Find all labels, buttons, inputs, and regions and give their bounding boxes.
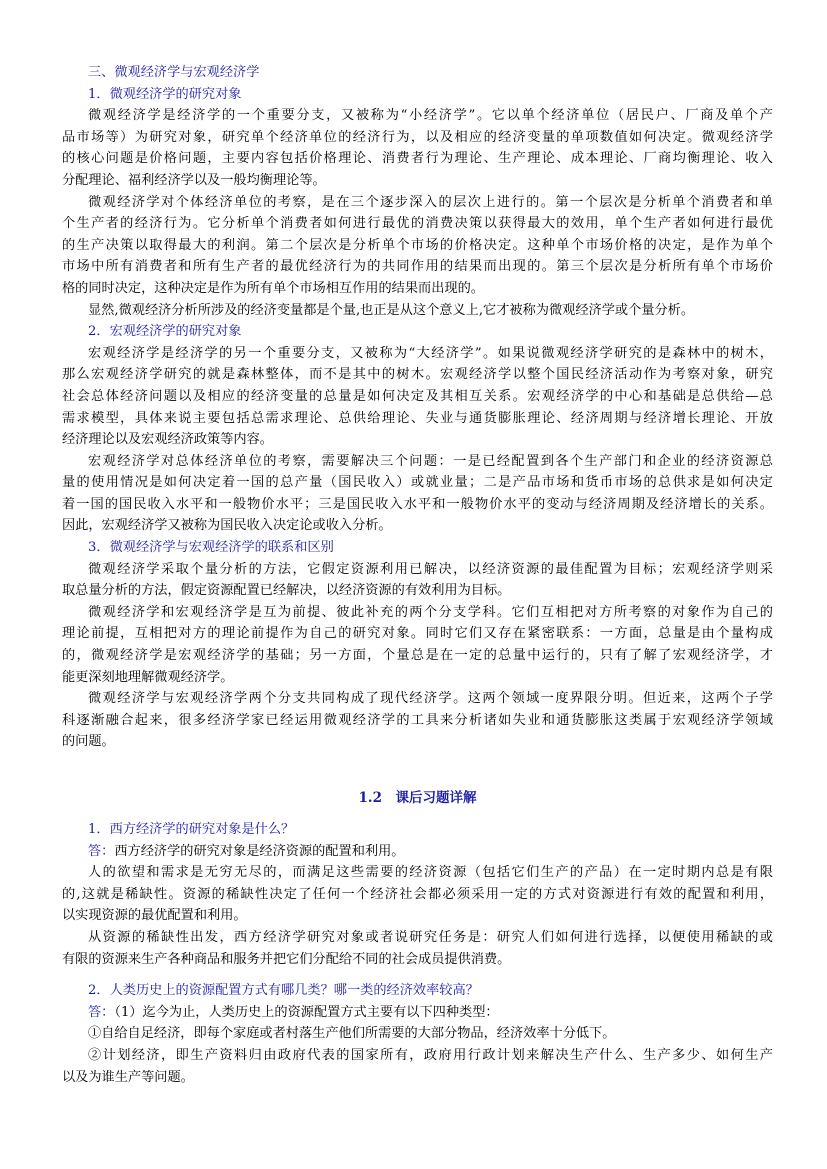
subheading-micro-object: 1．微观经济学的研究对象 bbox=[88, 86, 242, 102]
subheading-macro-object: 2．宏观经济学的研究对象 bbox=[88, 324, 242, 340]
text-line: 需求模型，具体来说主要包括总需求理论、总供给理论、失业与通货膨胀理论、经济周期与经济增长理论、开放 bbox=[62, 410, 773, 426]
text-line: 的核心问题是价格问题，主要内容包括价格理论、消费者行为理论、生产理论、成本理论、厂商均衡理论、收入 bbox=[62, 151, 773, 167]
text-line: 社会总体经济问题以及相应的经济变量的总量是如何决定及其相互关系。宏观经济学的中心和基础是总供给—总 bbox=[62, 388, 773, 404]
text-line: 的,这就是稀缺性。资源的稀缺性决定了任何一个经济社会都必须采用一定的方式对资源进行有效的配置和利用， bbox=[62, 886, 773, 902]
text-line: 科逐渐融合起来，很多经济学家已经运用微观经济学的工具来分析诸如失业和通货膨胀这类属于宏观经济学领域 bbox=[62, 712, 773, 728]
list-item: ①自给自足经济，即每个家庭或者村落生产他们所需要的大部分物品，经济效率十分低下。 bbox=[88, 1026, 616, 1042]
text-line: 那么宏观经济学研究的就是森林整体，而不是其中的树木。宏观经济学以整个国民经济活动作为考察对象，研究 bbox=[62, 367, 773, 383]
answer-2-list bbox=[62, 1023, 773, 1088]
text-line: 的问题。 bbox=[62, 734, 115, 750]
answer-label: 答： bbox=[88, 843, 115, 859]
text-line: 的，微观经济学是宏观经济学的基础；另一方面，个量总是在一定的总量中运行的，只有了解了宏观经济学，才 bbox=[62, 648, 773, 664]
paragraph-macro-questions bbox=[62, 451, 773, 537]
list-item: ②计划经济，即生产资料归由政府代表的国家所有，政府用行政计划来解决生产什么、生产多少、如何生产 bbox=[88, 1047, 773, 1063]
text-line: 宏观经济学是经济学的另一个重要分支，又被称为“大经济学”。如果说微观经济学研究的是森林中的树木， bbox=[88, 345, 773, 361]
text-line: 微观经济学和宏观经济学是互为前提、彼此补充的两个分支学科。它们互相把对方所考察的对象作为自己的 bbox=[88, 604, 773, 620]
answer-text: 西方经济学的研究对象是经济资源的配置和利用。 bbox=[114, 843, 405, 859]
answer-2-first bbox=[62, 1002, 773, 1024]
paragraph-complement bbox=[62, 602, 773, 688]
paragraph-modern-economics bbox=[62, 688, 773, 753]
paragraph-micro-definition bbox=[62, 105, 773, 191]
question-1: 1．西方经济学的研究对象是什么？ bbox=[88, 822, 295, 837]
paragraph-methods bbox=[62, 559, 773, 602]
paragraph-macro-definition bbox=[62, 343, 773, 451]
answer-1-paragraph bbox=[62, 862, 773, 927]
section-heading: 三、微观经济学与宏观经济学 bbox=[88, 65, 260, 80]
text-line: 微观经济学采取个量分析的方法，它假定资源利用已解决，以经济资源的最佳配置为目标；宏观经济学则采 bbox=[88, 561, 773, 577]
text-line: 的生产决策以取得最大的利润。第二个层次是分析单个市场的价格决定。这种单个市场价格的决定，是作为单个 bbox=[62, 237, 773, 253]
text-line: 量的使用情况是如何决定着一国的总产量（国民收入）或就业量；二是产品市场和货币市场的总供求是如何决定 bbox=[62, 475, 773, 491]
answer-text: （1）迄今为止，人类历史上的资源配置方式主要有以下四种类型： bbox=[114, 1004, 499, 1020]
spacer bbox=[62, 809, 773, 819]
text-line: 分配理论、福利经济学以及一般均衡理论等。 bbox=[62, 172, 326, 188]
question-2: 2．人类历史上的资源配置方式有哪几类？哪一类的经济效率较高？ bbox=[88, 983, 479, 999]
text-line: 人的欲望和需求是无穷无尽的，而满足这些需要的经济资源（包括它们生产的产品）在一定时期内总是有限 bbox=[88, 865, 773, 881]
text-line: 微观经济学与宏观经济学两个分支共同构成了现代经济学。这两个领域一度界限分明。但近来，这两个子学 bbox=[88, 691, 773, 707]
text-line: 市场中所有消费者和所有生产者的最优经济行为的共同作用的结果而出现的。第三个层次是分析所有单个市场价 bbox=[62, 259, 773, 275]
text-line: 以实现资源的最优配置和利用。 bbox=[62, 908, 247, 924]
text-line: 有限的资源来生产各种商品和服务并把它们分配给不同的社会成员提供消费。 bbox=[62, 951, 511, 967]
paragraph-micro-conclusion bbox=[62, 300, 773, 322]
text-line: 因此，宏观经济学又被称为国民收入决定论或收入分析。 bbox=[62, 518, 392, 534]
text-line: 微观经济学是经济学的一个重要分支，又被称为“小经济学”。它以单个经济单位（居民户、厂商及单个产 bbox=[88, 108, 773, 124]
text-line: 显然,微观经济分析所涉及的经济变量都是个量,也正是从这个意义上,它才被称为微观经济学或个量分析。 bbox=[88, 302, 695, 318]
text-line: 格的同时决定，这种决定是作为所有单个市场相互作用的结果而出现的。 bbox=[62, 280, 484, 296]
text-line: 以及为谁生产等问题。 bbox=[62, 1069, 194, 1085]
text-line: 宏观经济学对总体经济单位的考察，需要解决三个问题：一是已经配置到各个生产部门和企业的经济资源总 bbox=[88, 453, 773, 469]
paragraph-micro-levels bbox=[62, 192, 773, 300]
text-line: 品市场等）为研究对象，研究单个经济单位的经济行为，以及相应的经济变量的单项数值如何决定。微观经济学 bbox=[62, 129, 773, 145]
text-line: 从资源的稀缺性出发，西方经济学研究对象或者说研究任务是：研究人们如何进行选择，以便使用稀缺的或 bbox=[88, 929, 773, 945]
answer-1-paragraph bbox=[62, 927, 773, 970]
text-line: 着一国的国民收入水平和一般物价水平；三是国民收入水平和一般物价水平的变动与经济周期及经济增长的关系。 bbox=[62, 496, 773, 512]
text-line: 取总量分析的方法，假定资源配置已经解决，以经济资源的有效利用为目标。 bbox=[62, 583, 511, 599]
spacer bbox=[62, 970, 773, 980]
text-line: 个生产者的经济行为。它分析单个消费者如何进行最优的消费决策以获得最大的效用，单个生产者如何进行最优 bbox=[62, 216, 773, 232]
subheading-relation: 3．微观经济学与宏观经济学的联系和区别 bbox=[88, 540, 334, 556]
spacer bbox=[62, 753, 773, 787]
text-line: 能更深刻地理解微观经济学。 bbox=[62, 669, 234, 685]
text-line: 微观经济学对个体经济单位的考察，是在三个逐步深入的层次上进行的。第一个层次是分析单个消费者和单 bbox=[88, 194, 773, 210]
answer-1-first bbox=[62, 841, 773, 863]
text-line: 理论前提，互相把对方的理论前提作为自己的研究对象。同时它们又存在紧密联系：一方面，总量是由个量构成 bbox=[62, 626, 773, 642]
answer-label: 答： bbox=[88, 1004, 115, 1020]
text-line: 经济理论以及宏观经济政策等内容。 bbox=[62, 432, 273, 448]
section-title: 1.2 课后习题详解 bbox=[358, 790, 477, 806]
